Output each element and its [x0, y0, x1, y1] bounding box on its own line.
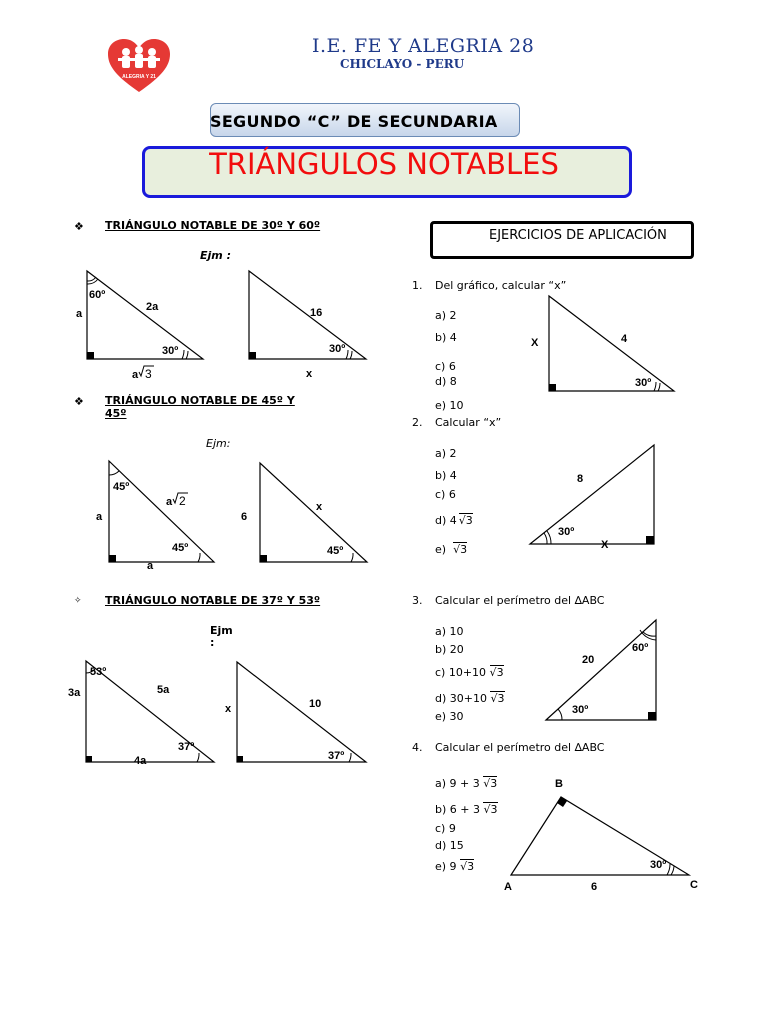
exercise-1-option: d) 8 — [435, 375, 457, 388]
exercise-2-number: 2. — [412, 416, 423, 429]
figure-label: 60º — [632, 642, 649, 654]
exercise-3-option: c) 10+10 √3 — [435, 666, 504, 679]
triangle-37-53-general — [64, 655, 224, 775]
figure-label: 30º — [650, 859, 667, 871]
figure-label: x — [306, 368, 313, 380]
exercise-3-figure — [540, 614, 665, 729]
figure-label: A — [504, 881, 512, 893]
exercise-4-option: a) 9 + 3 √3 — [435, 777, 498, 790]
exercise-2-option: d) 4 √3 — [435, 514, 473, 527]
figure-label: 45º — [113, 481, 130, 493]
exercise-4-number: 4. — [412, 741, 423, 754]
figure-label: 37º — [178, 741, 195, 753]
bullet-icon: ❖ — [74, 220, 84, 233]
figure-label: X — [601, 539, 609, 551]
example-label: Ejm : — [210, 624, 233, 649]
exercise-4-option: b) 6 + 3 √3 — [435, 803, 498, 816]
triangle-37-53-example — [220, 655, 370, 775]
figure-label: 53º — [90, 666, 107, 678]
section-heading-45-45: TRIÁNGULO NOTABLE DE 45º Y 45º — [105, 394, 295, 420]
example-label: Ejm : — [200, 249, 231, 262]
exercise-3-number: 3. — [412, 594, 423, 607]
exercise-1-figure — [525, 290, 685, 400]
figure-label: 16 — [310, 307, 323, 319]
exercise-2-option: b) 4 — [435, 469, 457, 482]
exercises-title-box — [430, 221, 694, 259]
exercise-3-option: a) 10 — [435, 625, 464, 638]
section-heading-37-53: TRIÁNGULO NOTABLE DE 37º Y 53º — [105, 594, 321, 607]
exercise-4-option: d) 15 — [435, 839, 464, 852]
exercise-2-option: c) 6 — [435, 488, 456, 501]
school-name: I.E. FE Y ALEGRIA 28 — [312, 35, 535, 57]
figure-label: 8 — [577, 473, 584, 485]
grade-label: SEGUNDO “C” DE SECUNDARIA — [210, 112, 498, 131]
figure-label: 20 — [582, 654, 595, 666]
figure-label: 2 — [179, 494, 186, 508]
exercise-4-figure — [498, 773, 708, 898]
triangle-45-45-general — [88, 455, 228, 575]
exercise-4-option: c) 9 — [435, 822, 456, 835]
figure-label: x — [316, 501, 323, 513]
triangle-30-60-example — [240, 265, 380, 385]
figure-label: B — [555, 778, 563, 790]
exercise-4-option: e) 9 √3 — [435, 860, 475, 873]
figure-label: 60º — [89, 289, 106, 301]
exercise-3-option: e) 30 — [435, 710, 464, 723]
bullet-icon: ✧ — [74, 596, 82, 606]
exercise-3-text: Calcular el perímetro del ∆ABC — [435, 594, 605, 607]
exercise-1-option: a) 2 — [435, 309, 457, 322]
exercise-2-text: Calcular “x” — [435, 416, 502, 429]
figure-label: 10 — [309, 698, 322, 710]
figure-label: 2a — [146, 301, 159, 313]
exercise-1-option: c) 6 — [435, 360, 456, 373]
figure-label: 4 — [621, 333, 628, 345]
school-logo — [106, 38, 172, 94]
figure-label: 30º — [329, 343, 346, 355]
exercise-1-option: e) 10 — [435, 399, 464, 412]
figure-label: C — [690, 879, 698, 891]
exercise-1-option: b) 4 — [435, 331, 457, 344]
figure-label: 37º — [328, 750, 345, 762]
figure-label: X — [531, 337, 539, 349]
figure-label: 30º — [162, 345, 179, 357]
triangle-45-45-example — [236, 455, 376, 575]
figure-label: a — [96, 511, 103, 523]
exercise-3-option: b) 20 — [435, 643, 464, 656]
exercise-1-number: 1. — [412, 279, 423, 292]
exercise-2-option: a) 2 — [435, 447, 457, 460]
figure-label: 30º — [635, 377, 652, 389]
school-city: CHICLAYO - PERU — [340, 57, 465, 71]
logo-text: ALEGRIA Y 21 — [122, 74, 156, 80]
figure-label: a — [76, 308, 83, 320]
exercise-2-option: e) √3 — [435, 543, 468, 556]
figure-label: 5a — [157, 684, 170, 696]
figure-label: 3 — [145, 367, 152, 381]
exercise-4-text: Calcular el perímetro del ∆ABC — [435, 741, 605, 754]
triangle-30-60-general — [70, 265, 220, 385]
bullet-icon: ❖ — [74, 395, 84, 408]
section-heading-30-60: TRIÁNGULO NOTABLE DE 30º Y 60º — [105, 219, 321, 232]
figure-label: 45º — [327, 545, 344, 557]
exercise-3-option: d) 30+10 √3 — [435, 692, 505, 705]
exercise-1-text: Del gráfico, calcular “x” — [435, 279, 567, 292]
figure-label: 6 — [241, 511, 248, 523]
figure-label: 45º — [172, 542, 189, 554]
example-label: Ejm: — [206, 437, 231, 450]
figure-label: 3a — [68, 687, 81, 699]
figure-label: a — [132, 369, 139, 381]
figure-label: 6 — [591, 881, 598, 893]
figure-label: 4a — [134, 755, 147, 767]
figure-label: a — [166, 496, 173, 508]
figure-label: 30º — [558, 526, 575, 538]
figure-label: 30º — [572, 704, 589, 716]
figure-label: x — [225, 703, 232, 715]
exercise-2-figure — [525, 438, 665, 553]
exercises-title: EJERCICIOS DE APLICACIÓN — [489, 228, 667, 243]
figure-label: a — [147, 560, 154, 572]
page-title: TRIÁNGULOS NOTABLES — [209, 147, 559, 181]
